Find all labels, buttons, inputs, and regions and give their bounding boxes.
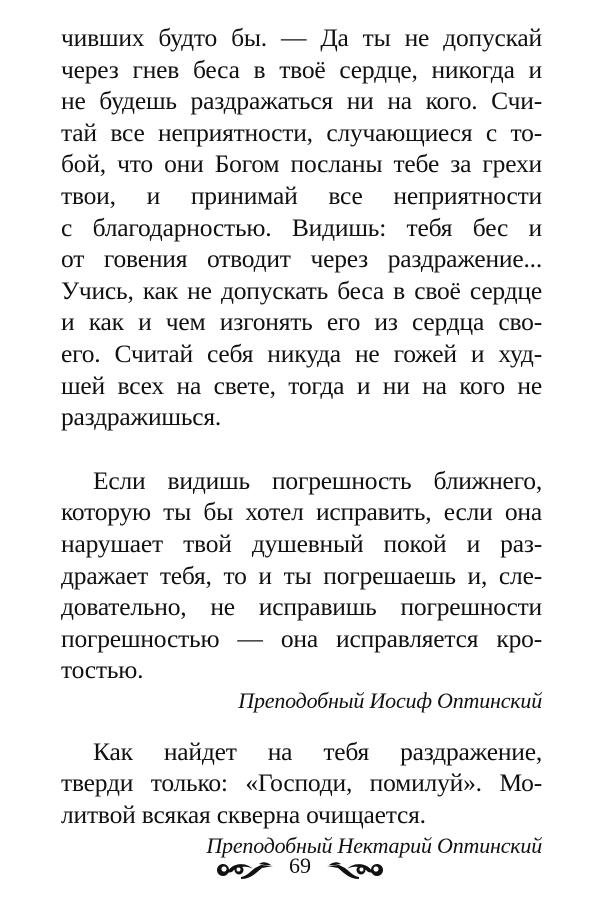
book-page (61, 22, 542, 861)
attribution-iosif: Преподобный Иосиф Оптинский (238, 687, 542, 713)
text-line: тай все неприятности, случающиеся с то- (61, 117, 542, 147)
text-line: довательно, не исправишь погрешности (61, 592, 542, 622)
paragraph-1 (61, 22, 542, 433)
text-line: шей всех на свете, тогда и ни на кого не (61, 370, 542, 400)
text-line: погрешностью — она исправляется кро- (61, 623, 542, 653)
paragraph-3 (61, 736, 542, 831)
text-line: нарушает твой душевный покой и раз- (61, 528, 542, 558)
text-line: дражает тебя, то и ты погрешаешь и, сле- (61, 560, 542, 590)
paragraph-gap (61, 433, 542, 465)
text-line: бой, что они Богом посланы тебе за грехи (61, 149, 542, 179)
scroll-ornament-right-icon (325, 857, 385, 881)
text-line: которую ты бы хотел исправить, если она (61, 497, 542, 527)
text-line: не будешь раздражаться ни на кого. Счи- (61, 86, 542, 116)
text-line: Если видишь погрешность ближнего, (93, 465, 542, 495)
text-line: от говения отводит через раздражение... (61, 244, 542, 274)
text-line: его. Считай себя никуда не гожей и худ- (61, 338, 542, 368)
paragraph-2 (61, 465, 542, 686)
text-line: раздражишься. (61, 402, 222, 432)
text-line: и как и чем изгонять его из сердца сво- (61, 307, 542, 337)
scroll-ornament-left-icon (215, 857, 275, 881)
attribution-nektariy: Преподобный Нектарий Оптинский (206, 832, 542, 858)
text-line: Как найдет на тебя раздражение, (93, 736, 542, 766)
text-line: через гнев беса в твоё сердце, никогда и (61, 54, 542, 84)
page-footer (0, 853, 600, 881)
text-line: с благодарностью. Видишь: тебя бес и (61, 212, 542, 242)
text-line: тостью. (61, 655, 144, 685)
text-line: литвой всякая скверна очищается. (61, 800, 426, 830)
text-line: твои, и принимай все неприятности (61, 180, 542, 210)
text-line: Учись, как не допускать беса в своё сердце (61, 275, 542, 305)
paragraph-gap (61, 716, 542, 736)
text-line: тверди только: «Господи, помилуй». Мо- (61, 768, 542, 798)
page-number: 69 (289, 853, 311, 878)
text-line: чивших будто бы. — Да ты не допускай (61, 23, 542, 52)
